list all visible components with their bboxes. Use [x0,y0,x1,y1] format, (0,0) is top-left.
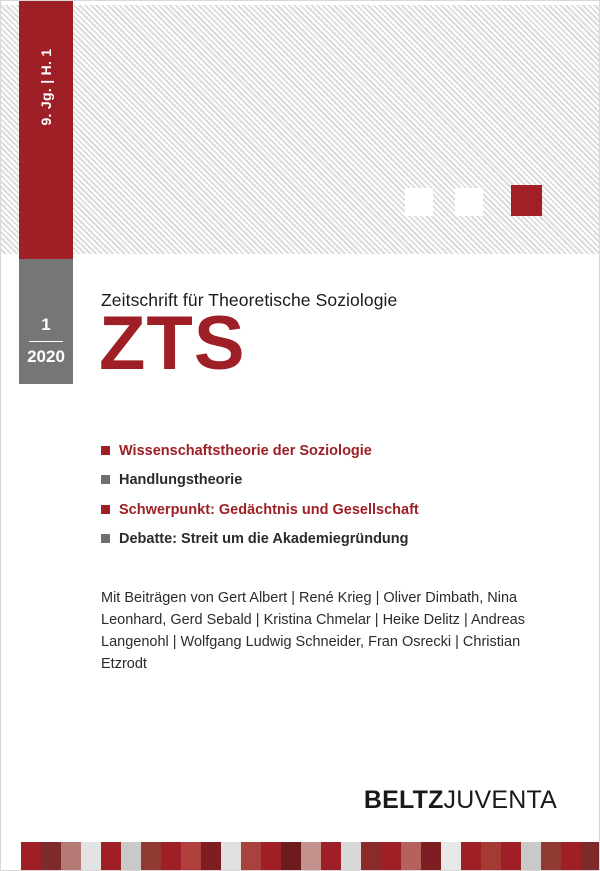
spine-issue-number: 1 [41,315,51,334]
checker-cell [501,842,521,870]
journal-logo: ZTS [99,301,246,386]
topic-label: Handlungstheorie [119,472,243,489]
checker-cell [281,842,301,870]
topic-label: Debatte: Streit um die Akademiegründung [119,531,409,548]
contributors-text: Mit Beiträgen von Gert Albert | René Krieg | Oliver Dimbath, Nina Leonhard, Gerd Sebald | Kristina Chmelar | Heike Delitz | Andreas Langenohl | Wolfgang Ludwig Schneider, Fran Osrecki | Christian Etzrodt [101,590,525,673]
checker-cell [141,842,161,870]
checker-cell [381,842,401,870]
bottom-checker-strip [1,842,600,870]
white-square-1-decor [405,188,433,216]
publisher-name-secondary: JUVENTA [443,786,557,814]
hatched-banner [1,1,600,259]
spine-year: 2020 [27,347,65,366]
white-square-2-decor [455,188,483,216]
checker-cell [461,842,481,870]
checker-cell [1,842,21,870]
checker-cell [561,842,581,870]
square-bullet-icon [101,446,110,455]
checker-cell [321,842,341,870]
square-bullet-icon [101,534,110,543]
square-bullet-icon [101,505,110,514]
list-item [101,444,541,460]
spine-grey-block [19,259,73,384]
checker-cell [161,842,181,870]
banner-top-edge [1,1,600,5]
checker-cell [121,842,141,870]
checker-cell [201,842,221,870]
checker-cell [361,842,381,870]
list-item [101,532,541,548]
topic-label: Wissenschaftstheorie der Soziologie [119,443,372,459]
checker-cell [41,842,61,870]
checker-cell [181,842,201,870]
checker-cell [301,842,321,870]
checker-cell [261,842,281,870]
checker-cell [241,842,261,870]
checker-cell [401,842,421,870]
publisher-name-primary: BELTZ [363,786,444,814]
journal-title: Zeitschrift für Theoretische Soziologie [101,290,398,310]
checker-cell [441,842,461,870]
spine-red-block [19,1,73,259]
topic-list [101,444,541,562]
checker-cell [521,842,541,870]
checker-cell [341,842,361,870]
checker-cell [61,842,81,870]
checker-cell [581,842,600,870]
banner-bottom-edge [1,254,600,259]
red-square-decor [511,185,542,216]
checker-cell [21,842,41,870]
checker-cell [101,842,121,870]
checker-cell [541,842,561,870]
list-item [101,503,541,519]
checker-cell [81,842,101,870]
square-bullet-icon [101,475,110,484]
topic-label: Schwerpunkt: Gedächtnis und Gesellschaft [119,501,419,518]
publisher-logo [364,786,557,815]
checker-cell [221,842,241,870]
checker-cell [481,842,501,870]
spine-divider [29,341,63,342]
list-item [101,473,541,489]
spine-volume-issue-label: 9. Jg. | H. 1 [38,48,54,126]
checker-cell [421,842,441,870]
